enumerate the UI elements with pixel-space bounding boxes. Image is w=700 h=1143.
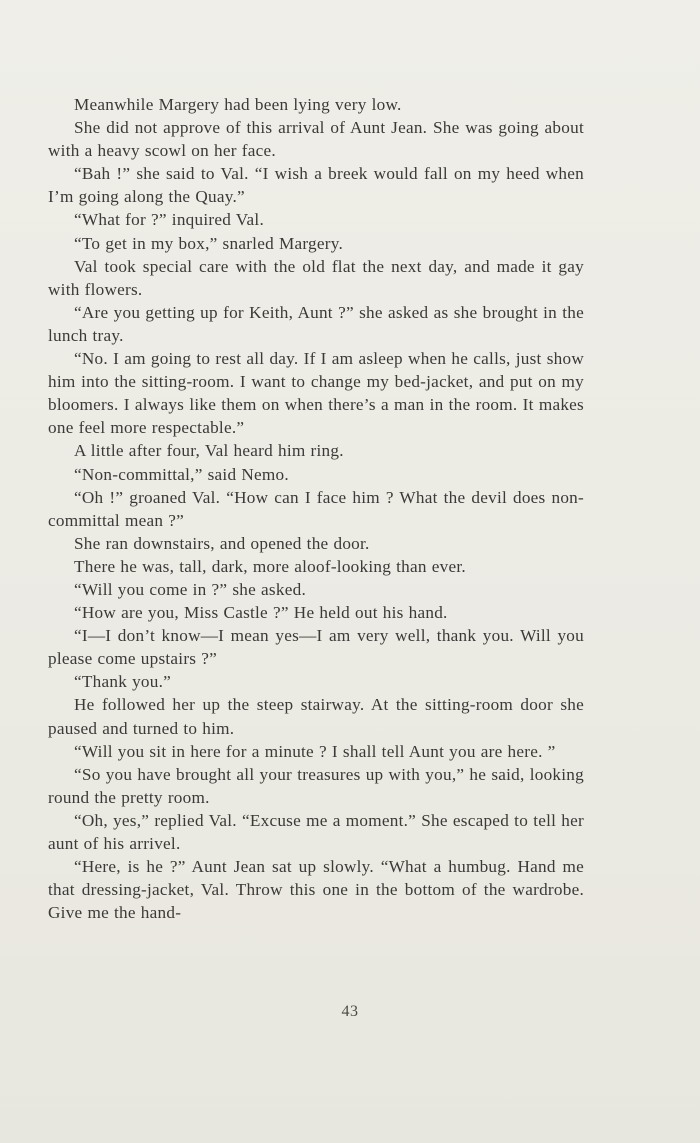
paragraph: She did not approve of this arrival of Aunt Jean. She was going about with a heavy scowl on her face.: [48, 118, 584, 161]
paragraph: “Here, is he ?” Aunt Jean sat up slowly. “What a humbug. Hand me that dressing-jacket, Val. Throw this one in the bottom of the wardrobe. Give me the hand-: [48, 857, 584, 923]
paragraph: “No. I am going to rest all day. If I am asleep when he calls, just show him into the sitting-room. I want to change my bed-jacket, and put on my bloomers. I always like them on when there’s a man in the room. It makes one feel more respectable.”: [48, 349, 584, 438]
paragraph: She ran downstairs, and opened the door.: [74, 533, 370, 553]
paragraph: “Will you sit in here for a minute ? I shall tell Aunt you are here. ”: [74, 741, 556, 761]
paragraph: He followed her up the steep stairway. At the sitting-room door she paused and turned to him.: [48, 695, 584, 738]
paragraph: A little after four, Val heard him ring.: [74, 441, 344, 461]
paragraph: Val took special care with the old flat the next day, and made it gay with flowers.: [48, 256, 584, 299]
paragraph: “So you have brought all your treasures up with you,” he said, looking round the pretty room.: [48, 764, 584, 807]
paragraph: There he was, tall, dark, more aloof-looking than ever.: [74, 556, 466, 576]
paragraph: “Oh !” groaned Val. “How can I face him ? What the devil does non-committal mean ?”: [48, 487, 584, 530]
paragraph: “What for ?” inquired Val.: [74, 210, 265, 230]
body-text: [48, 93, 584, 924]
paragraph: “I—I don’t know—I mean yes—I am very well, thank you. Will you please come upstairs ?”: [48, 626, 584, 669]
paragraph: “Bah !” she said to Val. “I wish a breek would fall on my heed when I’m going along the Quay.”: [48, 164, 584, 207]
paragraph: “Oh, yes,” replied Val. “Excuse me a moment.” She escaped to tell her aunt of his arrivel.: [48, 810, 584, 853]
paragraph: “Thank you.”: [74, 672, 172, 692]
paragraph: “Non-committal,” said Nemo.: [74, 464, 289, 484]
paragraph: “To get in my box,” snarled Margery.: [74, 233, 344, 253]
page-number: 43: [341, 1003, 359, 1020]
paragraph: “Are you getting up for Keith, Aunt ?” she asked as she brought in the lunch tray.: [48, 302, 584, 345]
paragraph: “How are you, Miss Castle ?” He held out his hand.: [74, 603, 448, 623]
paragraph: “Will you come in ?” she asked.: [74, 579, 306, 599]
paragraph: Meanwhile Margery had been lying very low.: [74, 95, 402, 114]
